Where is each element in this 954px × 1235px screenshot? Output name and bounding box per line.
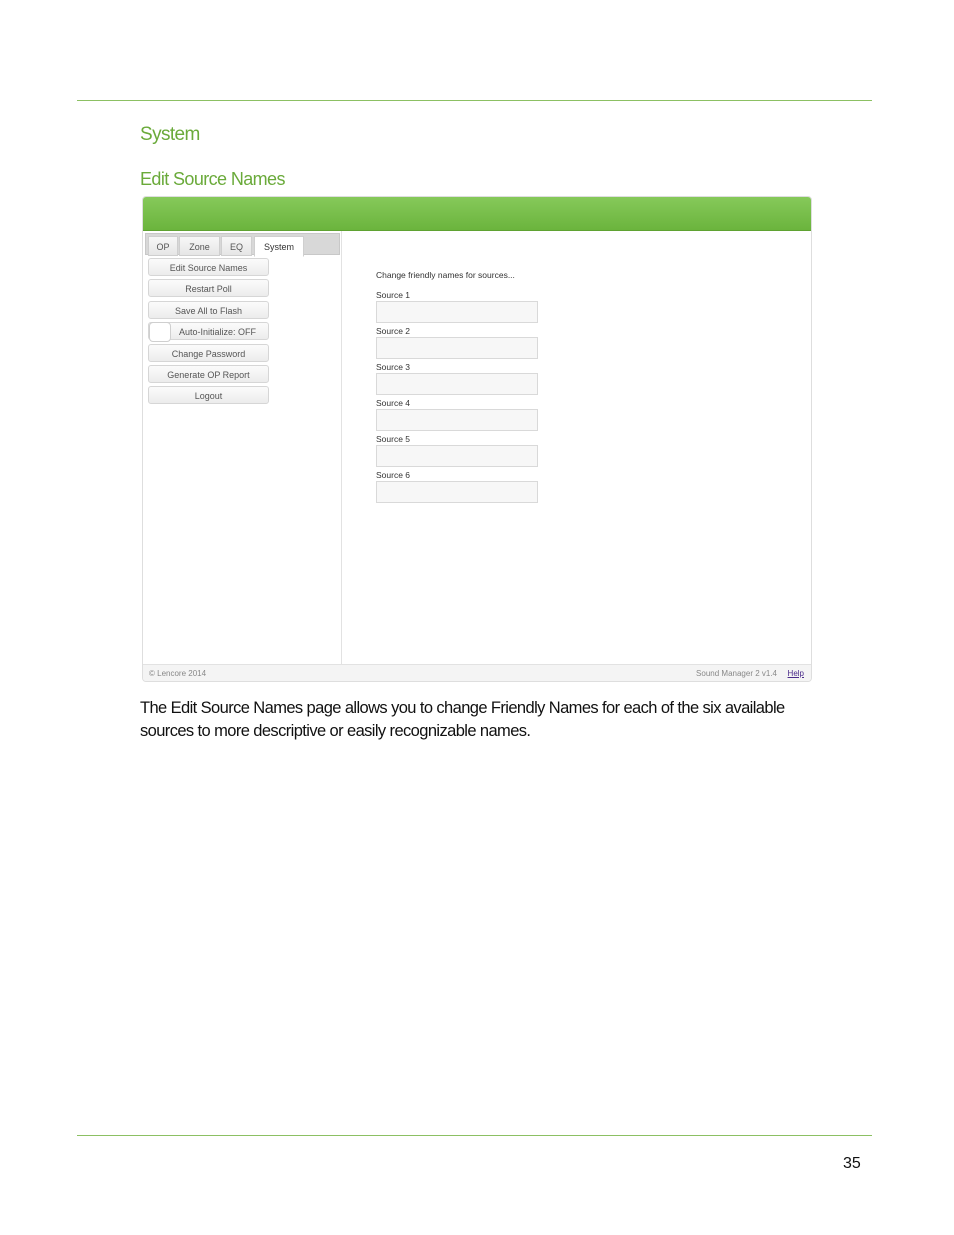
body-paragraph: The Edit Source Names page allows you to change Friendly Names for each of the six available sources to more descriptive or easily recognizable names.	[140, 699, 785, 740]
intro-text: Change friendly names for sources...	[376, 270, 515, 280]
source-3-input[interactable]	[376, 373, 538, 395]
save-all-to-flash-button[interactable]: Save All to Flash	[148, 301, 269, 319]
toggle-knob	[149, 322, 171, 342]
main-panel	[342, 231, 811, 664]
source-5-input[interactable]	[376, 445, 538, 467]
version-text: Sound Manager 2 v1.4	[696, 669, 777, 678]
source-6-input[interactable]	[376, 481, 538, 503]
edit-source-names-button[interactable]: Edit Source Names	[148, 258, 269, 276]
logout-button[interactable]: Logout	[148, 386, 269, 404]
bottom-rule	[77, 1135, 872, 1136]
tab-op[interactable]: OP	[148, 236, 178, 256]
source-2-label: Source 2	[376, 326, 411, 336]
app-header-bar	[143, 197, 811, 231]
source-6-label: Source 6	[376, 470, 411, 480]
copyright-text: © Lencore 2014	[149, 669, 207, 678]
tab-eq[interactable]: EQ	[221, 236, 252, 256]
source-1-label: Source 1	[376, 290, 411, 300]
subsection-heading: Edit Source Names	[140, 169, 285, 189]
source-1-input[interactable]	[376, 301, 538, 323]
app-footer	[143, 664, 811, 682]
change-password-button[interactable]: Change Password	[148, 344, 269, 362]
source-4-input[interactable]	[376, 409, 538, 431]
source-2-input[interactable]	[376, 337, 538, 359]
help-link[interactable]: Help	[787, 669, 804, 678]
tab-bar	[145, 233, 340, 255]
page-number: 35	[843, 1155, 861, 1172]
restart-poll-button[interactable]: Restart Poll	[148, 279, 269, 297]
tab-system[interactable]: System	[254, 236, 304, 257]
section-heading: System	[140, 124, 200, 145]
top-rule	[77, 100, 872, 101]
auto-initialize-label: Auto-Initialize: OFF	[178, 327, 257, 337]
sidebar	[143, 231, 342, 664]
ui-screenshot	[142, 196, 812, 682]
source-4-label: Source 4	[376, 398, 411, 408]
auto-initialize-toggle[interactable]	[148, 322, 269, 340]
tab-zone[interactable]: Zone	[179, 236, 220, 256]
generate-op-report-button[interactable]: Generate OP Report	[148, 365, 269, 383]
source-3-label: Source 3	[376, 362, 411, 372]
source-5-label: Source 5	[376, 434, 411, 444]
